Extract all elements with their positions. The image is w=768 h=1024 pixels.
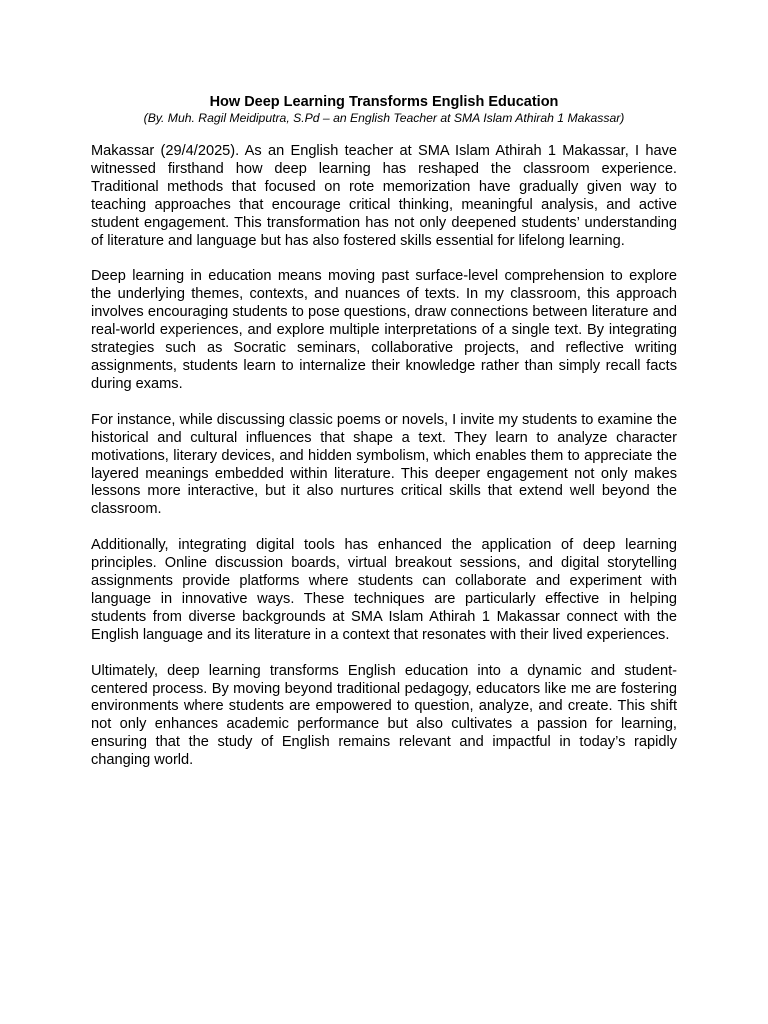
paragraph: Deep learning in education means moving past surface-level comprehension to explore the underlying themes, contexts, and nuances of texts. In my classroom, this approach involves encouraging students to pose questions, draw connections between literature and real-world experiences, and explore multiple interpretations of a single text. By integrating strategies such as Socratic seminars, collaborative projects, and reflective writing assignments, students learn to internalize their knowledge rather than simply recall facts during exams. (91, 268, 677, 392)
paragraph: Additionally, integrating digital tools has enhanced the application of deep learning principles. Online discussion boards, virtual breakout sessions, and digital storytelling assignments provide platforms where students can collaborate and experiment with language in innovative ways. These techniques are particularly effective in helping students from diverse backgrounds at SMA Islam Athirah 1 Makassar connect with the English language and its literature in a context that resonates with their lived experiences. (91, 537, 677, 643)
paragraph: For instance, while discussing classic poems or novels, I invite my students to examine the historical and cultural influences that shape a text. They learn to analyze character motivations, literary devices, and hidden symbolism, which enables them to appreciate the layered meanings embedded within literature. This deeper engagement not only makes lessons more interactive, but it also nurtures critical skills that extend well beyond the classroom. (91, 411, 677, 518)
article-title: How Deep Learning Transforms English Education (209, 94, 559, 110)
paragraph: Ultimately, deep learning transforms English education into a dynamic and student-centered process. By moving beyond traditional pedagogy, educators like me are fostering environments where students are empowered to question, analyze, and create. This shift not only enhances academic performance but also cultivates a passion for learning, ensuring that the study of English remains relevant and impactful in today’s rapidly changing world. (91, 662, 677, 769)
document-page (91, 93, 677, 788)
article-byline: (By. Muh. Ragil Meidiputra, S.Pd – an English Teacher at SMA Islam Athirah 1 Makassar) (143, 111, 625, 125)
paragraph: Makassar (29/4/2025). As an English teacher at SMA Islam Athirah 1 Makassar, I have witnessed firsthand how deep learning has reshaped the classroom experience. Traditional methods that focused on rote memorization have gradually given way to teaching approaches that encourage critical thinking, meaningful analysis, and active student engagement. This transformation has not only deepened students’ understanding of literature and language but has also fostered skills essential for lifelong learning. (91, 143, 677, 249)
